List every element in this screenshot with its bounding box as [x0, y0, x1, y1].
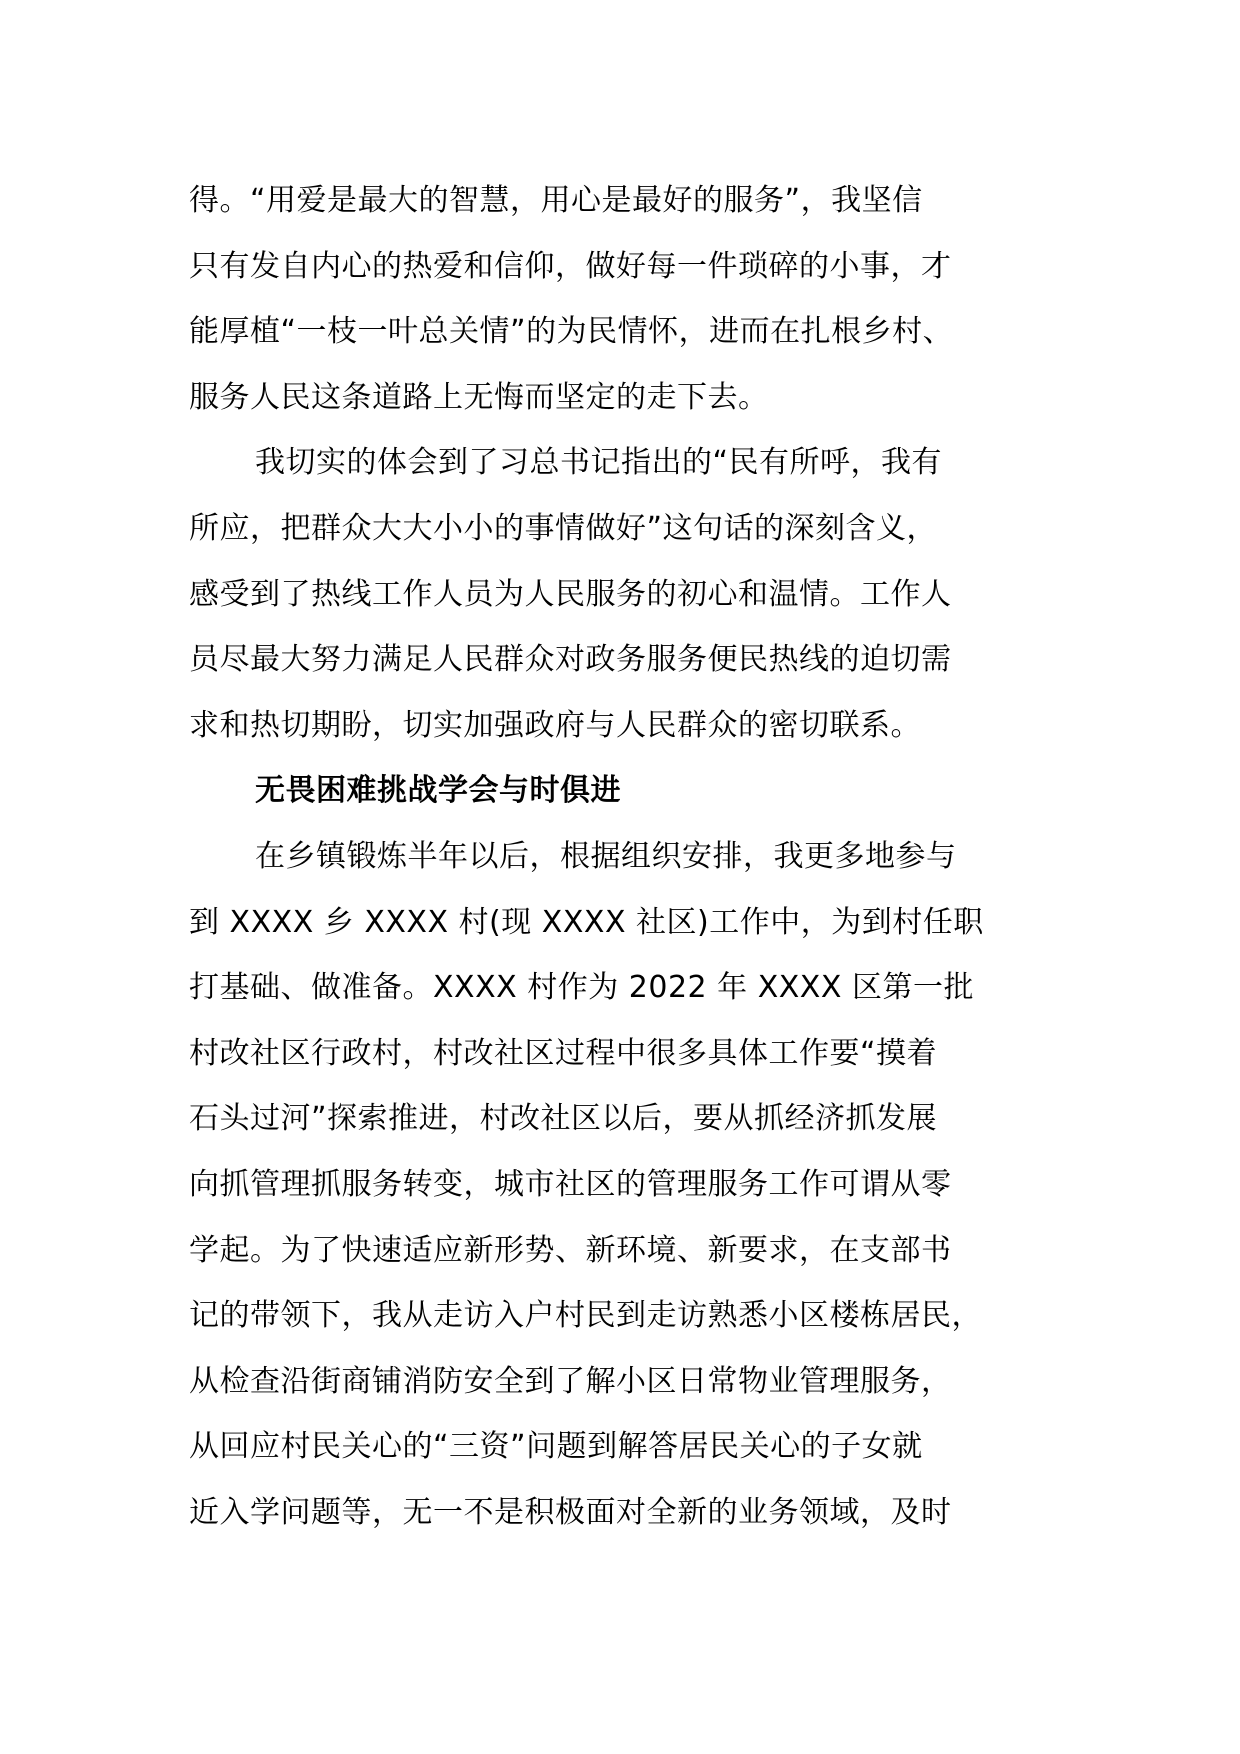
text-line: 从回应村民关心的“三资”问题到解答居民关心的子女就	[189, 1429, 923, 1465]
document-body	[189, 168, 1059, 1545]
text-line: 记的带领下，我从走访入户村民到走访熟悉小区楼栋居民，	[189, 1298, 982, 1334]
text-line: 向抓管理抓服务转变，城市社区的管理服务工作可谓从零	[189, 1166, 952, 1202]
section-heading: 无畏困难挑战学会与时俱进	[255, 773, 621, 809]
text-line: 村改社区行政村，村改社区过程中很多具体工作要“摸着	[189, 1035, 938, 1071]
text-line: 从检查沿街商铺消防安全到了解小区日常物业管理服务，	[189, 1363, 952, 1399]
paragraph-2	[189, 430, 1059, 758]
text-line: 到 XXXX 乡 XXXX 村(现 XXXX 社区)工作中，为到村任职	[189, 904, 984, 940]
text-line: 学起。为了快速适应新形势、新环境、新要求，在支部书	[189, 1232, 952, 1268]
text-line: 石头过河”探索推进，村改社区以后，要从抓经济抓发展	[189, 1101, 938, 1137]
text-line: 得。“用爱是最大的智慧，用心是最好的服务”，我坚信	[189, 183, 923, 218]
text-line: 我切实的体会到了习总书记指出的“民有所呼，我有	[255, 445, 943, 481]
text-line: 所应，把群众大大小小的事情做好”这句话的深刻含义，	[189, 510, 938, 546]
text-line: 员尽最大努力满足人民群众对政务服务便民热线的迫切需	[189, 642, 952, 678]
text-line: 求和热切期盼，切实加强政府与人民群众的密切联系。	[189, 707, 921, 743]
text-line: 只有发自内心的热爱和信仰，做好每一件琐碎的小事，才	[189, 248, 952, 284]
paragraph-1	[189, 168, 1059, 430]
text-line: 在乡镇锻炼半年以后，根据组织安排，我更多地参与	[255, 838, 957, 874]
text-line: 打基础、做准备。XXXX 村作为 2022 年 XXXX 区第一批	[189, 970, 974, 1006]
text-line: 感受到了热线工作人员为人民服务的初心和温情。工作人	[189, 576, 952, 612]
paragraph-3	[189, 824, 1059, 1546]
text-line: 近入学问题等，无一不是积极面对全新的业务领域，及时	[189, 1494, 952, 1530]
text-line: 服务人民这条道路上无悔而坚定的走下去。	[189, 379, 769, 415]
text-line: 能厚植“一枝一叶总关情”的为民情怀，进而在扎根乡村、	[189, 314, 954, 350]
